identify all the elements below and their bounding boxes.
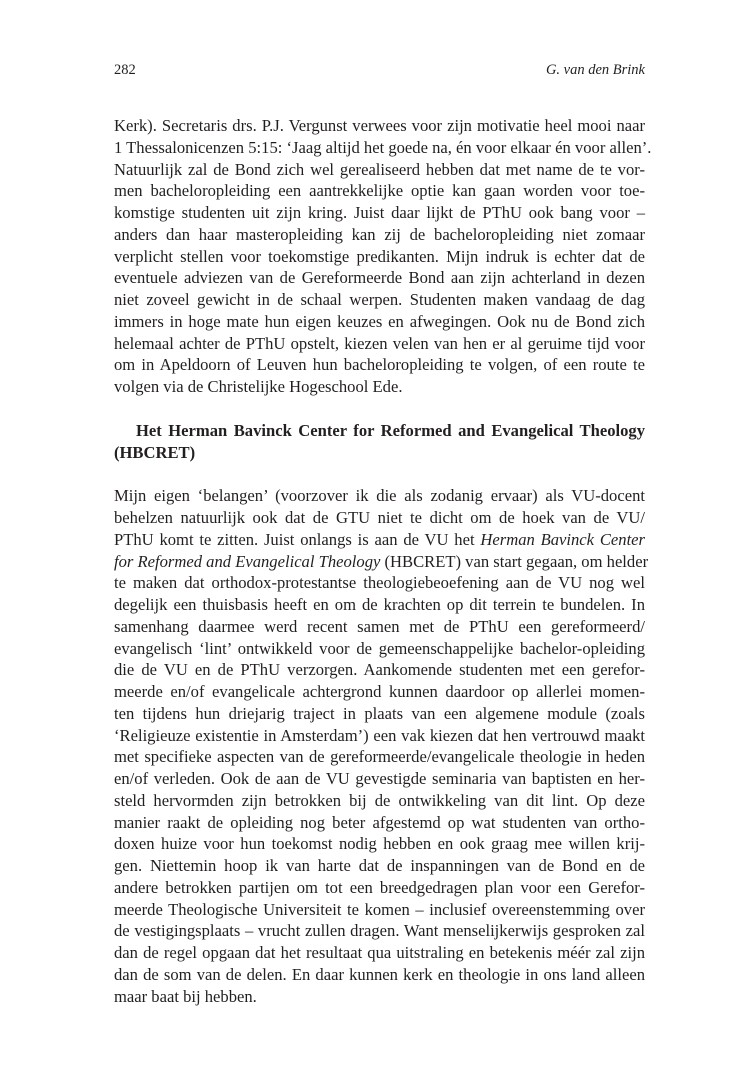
text-line <box>114 289 645 311</box>
text-segment: niet zoveel gewicht in de schaal werpen. Studenten maken vandaag de dag <box>114 290 645 309</box>
text-segment: meerde en/of evangelicale achtergrond kunnen daardoor op allerlei momen- <box>114 682 645 701</box>
text-segment: en/of verleden. Ook de aan de VU gevestigde seminaria van baptisten en her- <box>114 769 645 788</box>
text-segment: ten tijdens hun driejarig traject in plaats van een algemene module (zoals <box>114 703 645 723</box>
text-segment: doxen huize voor hun toekomst nodig hebben en ook graag mee willen krij- <box>114 834 645 854</box>
page-number: 282 <box>114 62 136 78</box>
text-line <box>114 659 645 681</box>
text-line <box>114 790 645 812</box>
text-line <box>114 137 652 159</box>
text-line <box>114 246 645 268</box>
text-segment: anders dan haar masteropleiding kan zij de bacheloropleiding niet zomaar <box>114 224 645 244</box>
paragraph <box>114 485 649 1007</box>
text-line <box>114 180 645 202</box>
text-segment: meerde Theologische Universiteit te komen – inclusief overeenstemming over <box>114 899 645 919</box>
text-line <box>114 202 645 224</box>
text-segment: behelzen natuurlijk ook dat de GTU niet te dicht om de hoek van de VU/ <box>114 508 645 527</box>
text-line <box>114 420 645 442</box>
text-segment: maar baat bij hebben. <box>114 986 257 1006</box>
text-segment: 1 Thessalonicenzen 5:15: ‘Jaag altijd het goede na, én voor elkaar én voor allen’. <box>114 137 652 157</box>
running-head: G. van den Brink <box>545 62 645 78</box>
text-segment: Natuurlijk zal de Bond zich wel gerealiseerd hebben dat met name de te vor- <box>114 159 645 179</box>
text-segment: die de VU en de PThU verzorgen. Aankomende studenten met een gerefor- <box>114 660 645 680</box>
text-segment: immers in hoge mate hun eigen keuzes en afwegingen. Ook nu de Bond zich <box>114 311 645 331</box>
text-line <box>114 920 645 942</box>
text-segment: (HBCRET) <box>114 442 196 462</box>
text-segment: steld hervormden zijn betrokken bij de ontwikkeling van dit lint. Op deze <box>114 790 645 810</box>
text-line <box>114 812 645 834</box>
text-line <box>114 572 645 594</box>
section-heading <box>114 420 645 464</box>
text-segment: men bacheloropleiding een aantrekkelijke optie kan gaan worden voor toe- <box>114 181 645 201</box>
text-segment: gen. Niettemin hoop ik van harte dat de inspanningen van de Bond en de <box>114 856 645 875</box>
text-segment: met specifieke aspecten van de gereformeerde/evangelicale theologie in heden <box>114 747 645 767</box>
text-line <box>114 638 645 660</box>
text-line <box>114 594 645 616</box>
text-line <box>114 159 645 181</box>
text-line <box>114 855 645 877</box>
text-line <box>114 551 649 573</box>
text-segment: de vestigingsplaats – vrucht zullen dragen. Want menselijkerwijs gesproken zal <box>114 921 645 941</box>
text-segment: eventuele adviezen van de Gereformeerde Bond aan zijn achterland in dezen <box>114 268 645 288</box>
paragraph-gap <box>114 463 645 485</box>
text-line <box>114 224 645 246</box>
text-line <box>114 267 645 289</box>
text-line <box>114 768 645 790</box>
text-line <box>114 354 645 376</box>
text-segment: helemaal achter de PThU opstelt, kiezen velen van hen er al geruime tijd voor <box>114 333 645 353</box>
text-segment: om in Apeldoorn of Leuven hun bacheloropleiding te volgen, of een route te <box>114 355 645 375</box>
text-segment: PThU komt te zitten. Juist onlangs is aan de VU het <box>114 529 481 549</box>
text-segment: Kerk). Secretaris drs. P.J. Vergunst verwees voor zijn motivatie heel mooi naar <box>114 116 645 135</box>
text-segment: evangelisch ‘lint’ ontwikkeld voor de gemeenschappelijke bachelor-opleiding <box>114 638 645 658</box>
text-segment: Mijn eigen ‘belangen’ (voorzover ik die als zodanig ervaar) als VU-docent <box>114 486 645 506</box>
text-line <box>114 833 645 855</box>
text-segment: volgen via de Christelijke Hogeschool Ede. <box>114 377 403 396</box>
text-line <box>114 616 645 638</box>
text-line <box>114 376 645 398</box>
text-segment: komstige studenten uit zijn kring. Juist daar lijkt de PThU ook bang voor – <box>114 203 645 222</box>
text-segment: samenhang daarmee werd recent samen met de PThU een gereformeerd/ <box>114 616 645 636</box>
text-line <box>114 529 645 551</box>
text-line <box>114 681 645 703</box>
text-line <box>114 442 645 464</box>
text-line <box>114 115 645 137</box>
text-segment: verplicht stellen voor toekomstige predikanten. Mijn indruk is echter dat de <box>114 246 645 266</box>
text-line <box>114 986 645 1008</box>
text-segment: dan de som van de delen. En daar kunnen kerk en theologie in ons land alleen <box>114 964 645 984</box>
text-line <box>114 725 645 747</box>
page-body <box>114 115 652 1007</box>
text-line <box>114 899 645 921</box>
text-segment: Het Herman Bavinck Center for Reformed and Evangelical Theology <box>136 420 645 440</box>
text-segment: (HBCRET) van start gegaan, om helder <box>380 551 649 571</box>
paragraph <box>114 115 652 398</box>
text-segment: degelijk een thuisbasis heeft en om de krachten op dit terrein te bundelen. In <box>114 595 645 614</box>
text-line <box>114 746 645 768</box>
text-segment: andere betrokken partijen om tot een breedgedragen plan voor een Gerefor- <box>114 877 645 897</box>
text-line <box>114 311 645 333</box>
text-line <box>114 942 645 964</box>
italic-title: for Reformed and Evangelical Theology <box>114 551 381 571</box>
italic-title: Herman Bavinck Center <box>480 529 646 549</box>
text-segment: manier raakt de opleiding nog beter afgestemd op wat studenten van ortho- <box>114 812 645 832</box>
text-segment: dan de regel opgaan dat het resultaat qua uitstraling en betekenis méér zal zijn <box>114 943 645 962</box>
text-line <box>114 507 645 529</box>
text-line <box>114 333 645 355</box>
text-segment: te maken dat orthodox-protestantse theologiebeoefening aan de VU nog wel <box>114 573 645 593</box>
text-segment: ‘Religieuze existentie in Amsterdam’) een vak kiezen dat hen vertrouwd maakt <box>114 725 645 745</box>
text-line <box>114 703 645 725</box>
text-line <box>114 485 645 507</box>
text-line <box>114 877 645 899</box>
paragraph-gap <box>114 398 645 420</box>
text-line <box>114 964 645 986</box>
